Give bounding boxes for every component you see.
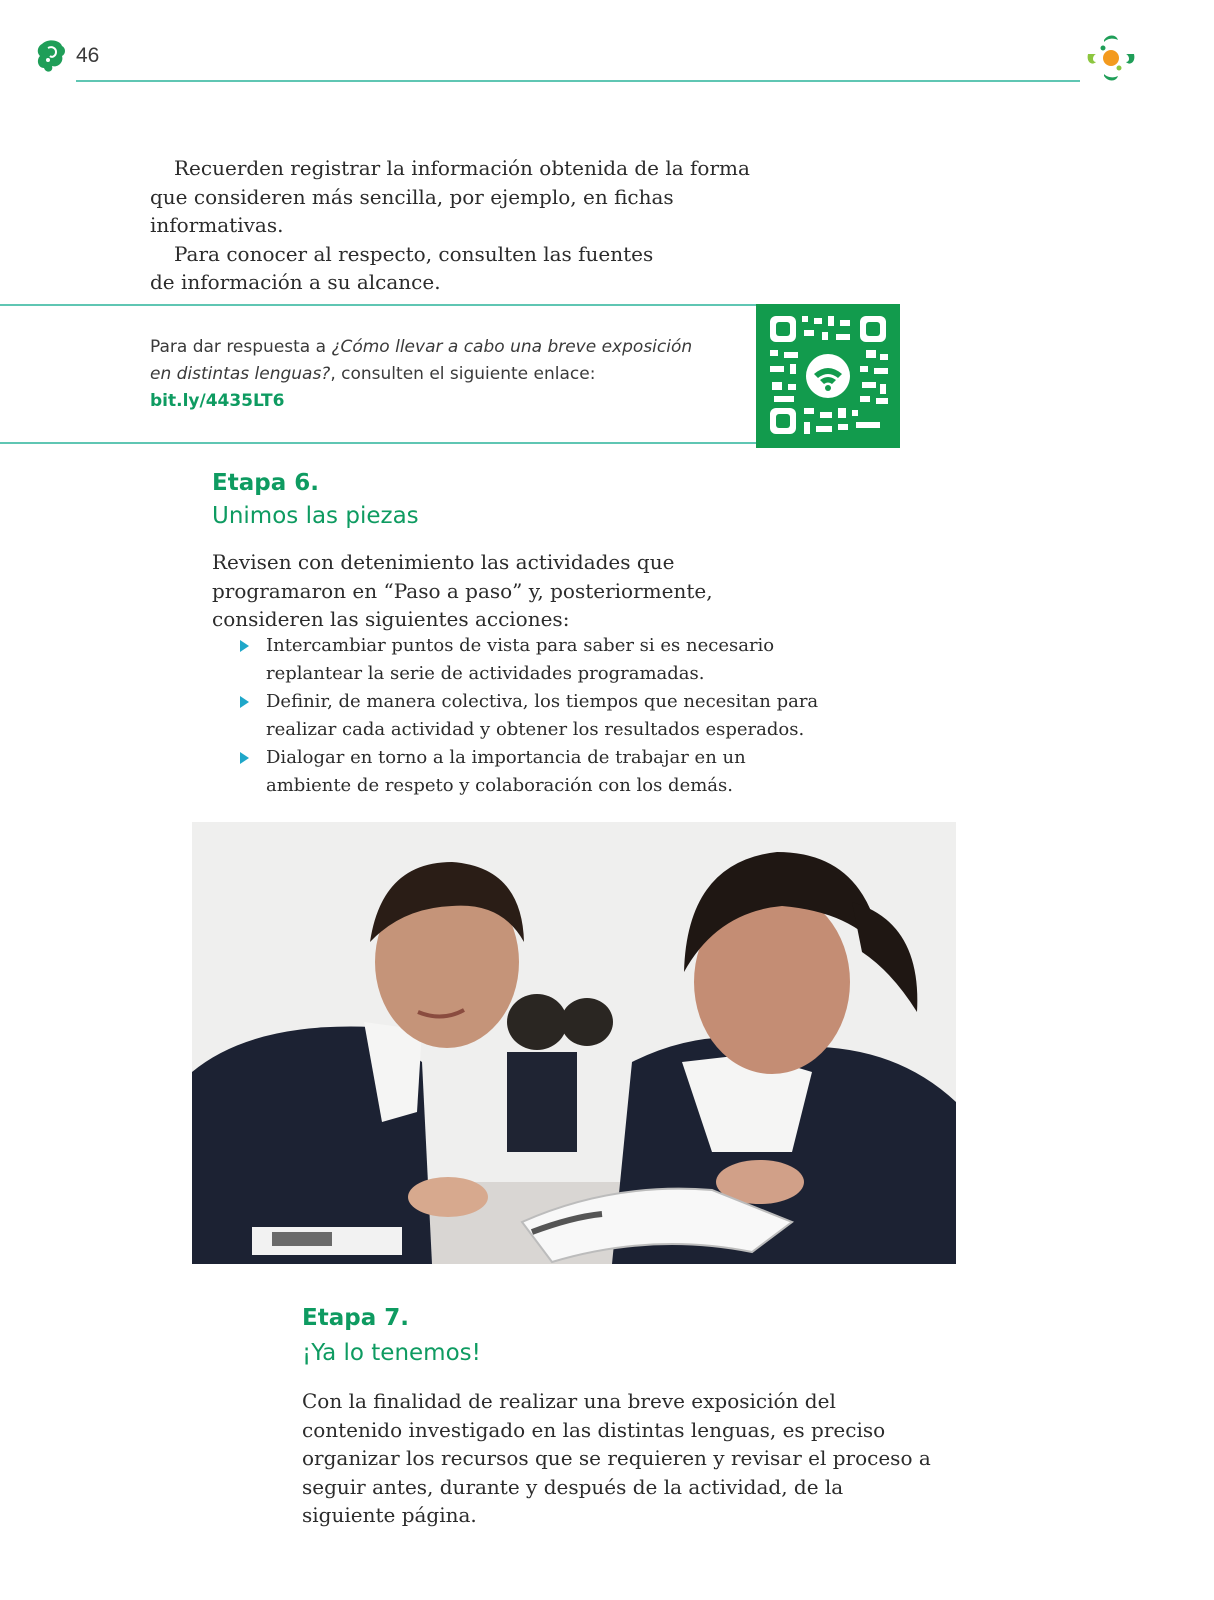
list-item-text: Intercambiar puntos de vista para saber si es necesario replantear la serie de actividades programadas. [266,635,775,684]
link-text-before: Para dar respuesta a [150,337,332,357]
page-number: 46 [76,44,100,67]
intro-line: que consideren más sencilla, por ejemplo, en fichas informativas. [150,184,674,237]
link-text-after: , consulten el siguiente enlace: [330,364,596,384]
stage6-subtitle: Unimos las piezas [212,503,419,529]
list-item [240,744,830,800]
triangle-bullet-icon [240,752,249,764]
link-box-text [150,334,710,415]
stage6-bullet-list [240,632,830,800]
stage7-subtitle: ¡Ya lo tenemos! [302,1340,481,1366]
intro-paragraph [150,154,790,297]
link-url[interactable]: bit.ly/4435LT6 [150,391,285,411]
qr-code-icon[interactable] [756,304,900,448]
intro-line: Recuerden registrar la información obtenida de la forma [174,156,750,180]
list-item-text: Dialogar en torno a la importancia de trabajar en un ambiente de respeto y colaboración con los demás. [266,747,746,796]
triangle-bullet-icon [240,696,249,708]
header-rule [76,80,1080,82]
stage7-title: Etapa 7. [302,1305,409,1331]
intro-line: Para conocer al respecto, consulten las fuentes [174,241,654,266]
stage6-intro: Revisen con detenimiento las actividades que programaron en “Paso a paso” y, posteriormente, consideren las siguientes acciones: [212,550,713,631]
stage7-body: Con la finalidad de realizar una breve exposición del contenido investigado en las distintas lenguas, es preciso organizar los recursos que se requieren y revisar el proceso a seguir antes, durante y después de la actividad, de la siguiente página. [302,1389,931,1527]
stage6-title: Etapa 6. [212,470,319,496]
green-glyph-icon [36,38,68,74]
triangle-bullet-icon [240,640,249,652]
flower-logo-icon [1084,32,1138,84]
list-item [240,688,830,744]
link-question: ¿Cómo llevar a cabo una breve exposición en distintas lenguas? [150,337,693,384]
intro-line: de información a su alcance. [150,270,441,294]
students-reading-photo [192,822,956,1264]
list-item-text: Definir, de manera colectiva, los tiempos que necesitan para realizar cada actividad y obtener los resultados esperados. [266,691,819,740]
list-item [240,632,830,688]
